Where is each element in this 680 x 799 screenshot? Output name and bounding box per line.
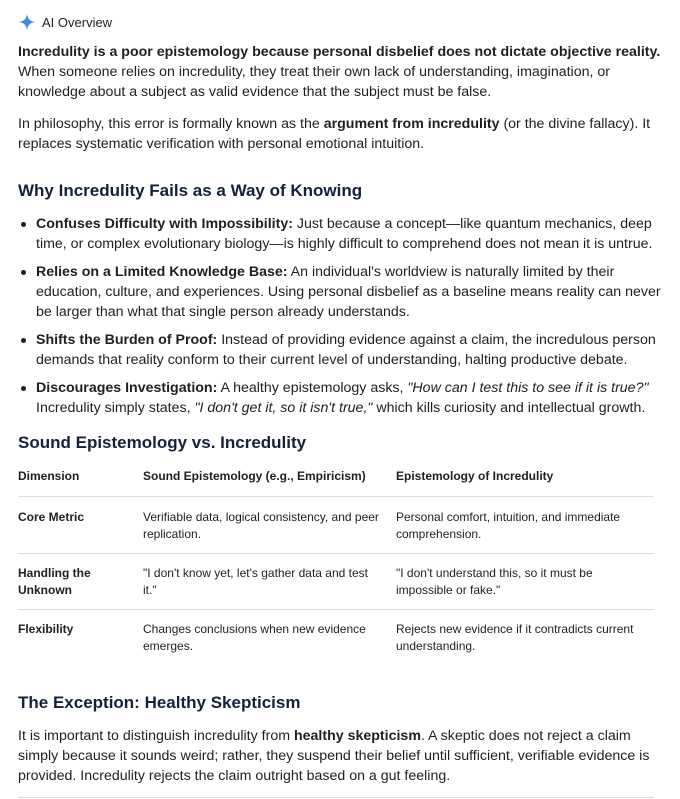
column-header: Epistemology of Incredulity [396,469,554,483]
table-header-row [18,468,654,497]
bullet-text: Incredulity simply states, [36,400,195,416]
philosophy-text-pre: In philosophy, this error is formally known as the [18,116,324,132]
philosophy-text-post: (or the divine fallacy). It replaces systematic verification with personal emotional intuition. [18,116,651,152]
list-item [18,262,664,322]
table-cell: Rejects new evidence if it contradicts current understanding. [396,622,634,653]
column-header: Sound Epistemology (e.g., Empiricism) [143,469,366,483]
bottom-divider [18,797,654,798]
section-heading-exception: The Exception: Healthy Skepticism [18,693,301,712]
table-cell: Personal comfort, intuition, and immediate comprehension. [396,510,621,541]
row-label: Flexibility [18,622,74,636]
comparison-table [18,468,654,655]
section-heading-why-fails: Why Incredulity Fails as a Way of Knowing [18,181,363,200]
list-item [18,214,664,254]
bullet-title: Relies on a Limited Knowledge Base: [36,264,288,280]
bullet-text: An individual's worldview is naturally limited by their education, culture, and experiences. Using personal disbelief as a baseline means reality can never be larger than what that single person already understands. [36,264,661,320]
ai-overview-content [18,42,664,786]
reasons-list [18,214,664,418]
intro-thesis: Incredulity is a poor epistemology because personal disbelief does not dictate objective reality. [18,44,661,60]
argument-from-incredulity-term: argument from incredulity [323,116,500,132]
list-item [18,378,664,418]
healthy-skepticism-term: healthy skepticism [293,728,421,744]
table-cell: "I don't know yet, let's gather data and test it." [143,566,368,597]
table-cell: Verifiable data, logical consistency, and peer replication. [143,510,379,541]
skepticism-text-pre: It is important to distinguish incredulity from [18,728,294,744]
skepticism-paragraph [18,726,664,786]
table-row [18,554,654,610]
bullet-quote: "How can I test this to see if it is true?" [407,380,649,396]
skepticism-text-post: . A skeptic does not reject a claim simply because it sounds weird; rather, they suspend their belief until sufficient, verifiable evidence is provided. Incredulity rejects the claim outright based on a gut feeling. [18,728,650,784]
bullet-text: Instead of providing evidence against a claim, the incredulous person demands that reality conform to their current level of understanding, halting productive debate. [36,332,656,368]
section-heading-comparison: Sound Epistemology vs. Incredulity [18,433,307,452]
philosophy-paragraph [18,114,664,154]
intro-explanation: When someone relies on incredulity, they treat their own lack of understanding, imagination, or knowledge about a subject as valid evidence that the subject must be false. [18,64,610,100]
bullet-title: Confuses Difficulty with Impossibility: [36,216,293,232]
bullet-quote: "I don't get it, so it isn't true," [194,400,373,416]
column-header: Dimension [18,469,80,483]
table-row [18,610,654,655]
table-row [18,497,654,554]
bullet-title: Shifts the Burden of Proof: [36,332,218,348]
bullet-text: A healthy epistemology asks, [217,380,408,396]
bullet-text: Just because a concept—like quantum mechanics, deep time, or complex evolutionary biology—is highly difficult to comprehend does not mean it is untrue. [36,216,653,252]
ai-overview-header [18,12,112,32]
row-label: Handling the Unknown [18,566,91,597]
table-cell: Changes conclusions when new evidence emerges. [143,622,366,653]
bullet-text: which kills curiosity and intellectual growth. [372,400,646,416]
list-item [18,330,664,370]
intro-paragraph [18,42,664,102]
ai-overview-title: AI Overview [42,14,113,30]
bullet-title: Discourages Investigation: [36,380,218,396]
sparkle-icon [18,13,36,31]
row-label: Core Metric [18,510,85,524]
table-cell: "I don't understand this, so it must be impossible or fake." [396,566,593,597]
